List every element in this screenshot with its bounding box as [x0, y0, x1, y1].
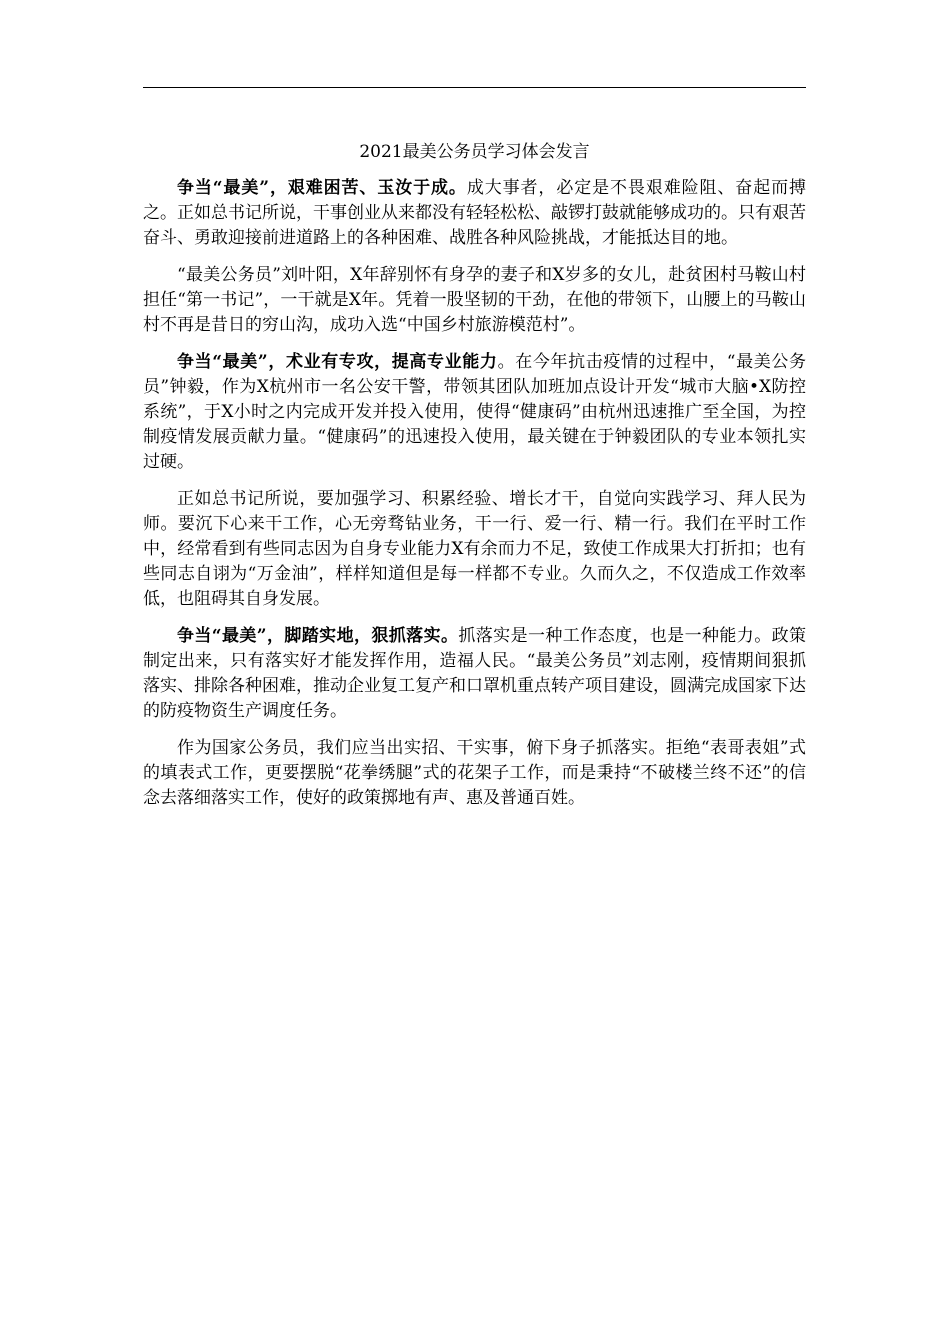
- paragraph-5: [143, 624, 806, 724]
- paragraph-text: 正如总书记所说，要加强学习、积累经验、增长才干，自觉向实践学习、拜人民为师。要沉下心来干工作，心无旁骛钻业务，干一行、爱一行、精一行。我们在平时工作中，经常看到有些同志因为自身专业能力X有余而力不足，致使工作成果大打折扣；也有些同志自诩为“万金油”，样样知道但是每一样都不专业。久而久之，不仅造成工作效率低，也阻碍其自身发展。: [143, 489, 806, 609]
- header-rule: [143, 87, 806, 88]
- paragraph-text: “最美公务员”刘叶阳，X年辞别怀有身孕的妻子和X岁多的女儿，赴贫困村马鞍山村担任“第一书记”，一干就是X年。凭着一股坚韧的干劲，在他的带领下，山腰上的马鞍山村不再是昔日的穷山沟，成功入选“中国乡村旅游模范村”。: [143, 265, 806, 335]
- paragraph-lead: 争当“最美”，术业有专攻，提高专业能力: [177, 352, 498, 372]
- paragraph-text: 抓落实是一种工作态度，也是一种能力。政策制定出来，只有落实好才能发挥作用，造福人民。“最美公务员”刘志刚，疫情期间狠抓落实、排除各种困难，推动企业复工复产和口罩机重点转产项目建设，圆满完成国家下达的防疫物资生产调度任务。: [143, 626, 806, 721]
- paragraph-3: [143, 350, 806, 475]
- paragraph-lead: 争当“最美”，艰难困苦、玉汝于成。: [177, 178, 467, 198]
- document-title: 2021最美公务员学习体会发言: [359, 142, 590, 162]
- paragraph-text: 作为国家公务员，我们应当出实招、干实事，俯下身子抓落实。拒绝“表哥表姐”式的填表式工作，更要摆脱“花拳绣腿”式的花架子工作，而是秉持“不破楼兰终不还”的信念去落细落实工作，使好的政策掷地有声、惠及普通百姓。: [143, 738, 806, 808]
- paragraph-1: [143, 176, 806, 251]
- document-body: [143, 176, 806, 823]
- paragraph-4: [143, 487, 806, 612]
- paragraph-2: [143, 263, 806, 338]
- paragraph-6: [143, 736, 806, 811]
- paragraph-text: 成大事者，必定是不畏艰难险阻、奋起而搏之。正如总书记所说，干事创业从来都没有轻轻松松、敲锣打鼓就能够成功的。只有艰苦奋斗、勇敢迎接前进道路上的各种困难、战胜各种风险挑战，才能抵达目的地。: [143, 178, 806, 248]
- paragraph-text: 。在今年抗击疫情的过程中，“最美公务员”钟毅，作为X杭州市一名公安干警，带领其团队加班加点设计开发“城市大脑•X防控系统”，于X小时之内完成开发并投入使用，使得“健康码”由杭州迅速推广至全国，为控制疫情发展贡献力量。“健康码”的迅速投入使用，最关键在于钟毅团队的专业本领扎实过硬。: [143, 352, 806, 472]
- paragraph-lead: 争当“最美”，脚踏实地，狠抓落实。: [177, 626, 459, 646]
